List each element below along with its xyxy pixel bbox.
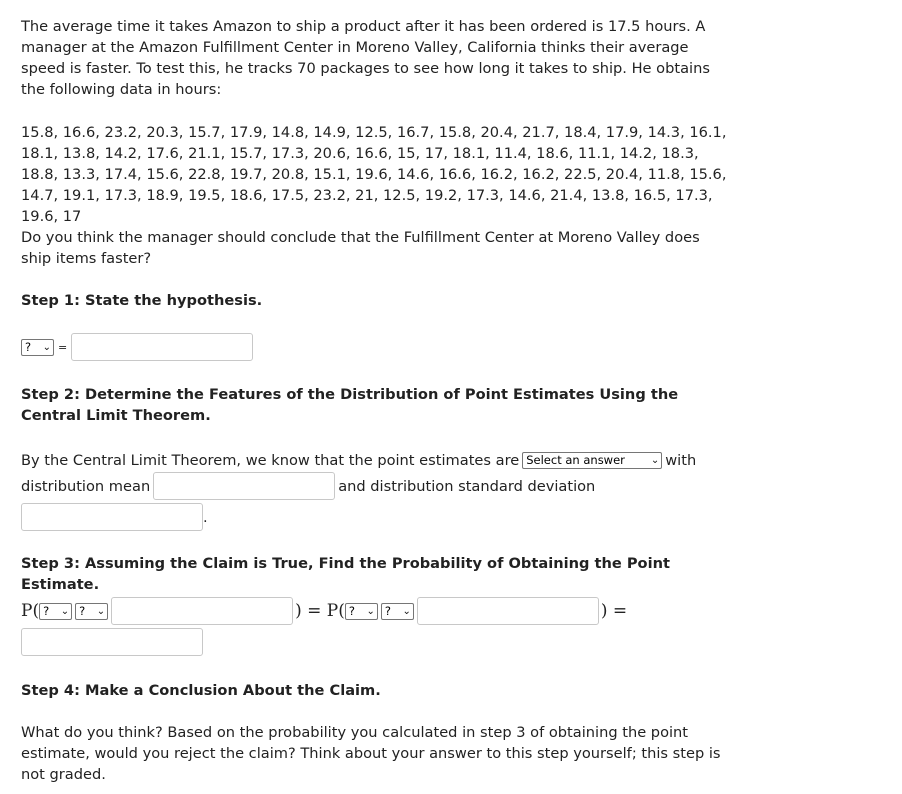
chevron-down-icon: ⌄ xyxy=(366,605,375,617)
with-text: with xyxy=(665,451,697,469)
chevron-down-icon: ⌄ xyxy=(402,605,411,617)
probability-p-open: P( xyxy=(21,600,40,621)
probability-row xyxy=(21,596,627,626)
step4-heading: Step 4: Make a Conclusion About the Claim. xyxy=(21,682,381,699)
step3-heading: Step 3: Assuming the Claim is True, Find the Probability of Obtaining the Point Estimate. xyxy=(21,555,670,593)
chevron-down-icon: ⌄ xyxy=(650,454,660,466)
probability-answer-wrap xyxy=(21,628,203,656)
chevron-down-icon: ⌄ xyxy=(42,341,51,353)
problem-question: Do you think the manager should conclude that the Fulfillment Center at Moreno Valley does ship items faster? xyxy=(21,229,700,267)
step1-heading: Step 1: State the hypothesis. xyxy=(21,292,263,309)
clt-text: By the Central Limit Theorem, we know that the point estimates are xyxy=(21,451,520,469)
hypothesis-value-input[interactable] xyxy=(71,333,253,361)
period-text: . xyxy=(203,508,208,526)
distribution-mean-label: distribution mean xyxy=(21,477,151,495)
probability-variable-select-1[interactable]: ? ⌄ xyxy=(39,603,72,620)
step2-body xyxy=(21,447,731,530)
probability-value-input-2[interactable] xyxy=(417,597,599,625)
equals-sign: = xyxy=(58,340,68,354)
hypothesis-parameter-select[interactable]: ? ⌄ xyxy=(21,339,54,356)
probability-inequality-select-2[interactable]: ? ⌄ xyxy=(381,603,414,620)
step2-heading: Step 2: Determine the Features of the Distribution of Point Estimates Using the Central Limit Theorem. xyxy=(21,386,679,424)
probability-variable-select-2[interactable]: ? ⌄ xyxy=(345,603,378,620)
step1-hypothesis-row xyxy=(21,332,253,362)
data-list: 15.8, 16.6, 23.2, 20.3, 15.7, 17.9, 14.8, 14.9, 12.5, 16.7, 15.8, 20.4, 21.7, 18.4, 17.9, 14.3, 16.1, 18.1, 13.8, 14.2, 17.6, 21.1, 15.7, 17.3, 20.6, 16.6, 15, 17, 18.1, 11.4, 18.6, 11.1, 14.2, 18.3, 18.8, 13.3, 17.4, 15.6, 22.8, 19.7, 20.8, 15.1, 19.6, 14.6, 16.6, 16.2, 16.2, 22.5, 20.4, 11.8, 15.6, 14.7, 19.1, 17.3, 18.9, 19.5, 18.6, 17.5, 23.2, 21, 12.5, 19.2, 17.3, 14.6, 21.4, 13.8, 16.5, 17.3, 19.6, 17 xyxy=(21,124,727,225)
chevron-down-icon: ⌄ xyxy=(60,605,70,617)
chevron-down-icon: ⌄ xyxy=(96,605,106,617)
distribution-shape-select[interactable]: Select an answer ⌄ xyxy=(522,452,662,469)
probability-equals-p: ) = P( xyxy=(295,600,345,621)
probability-value-input-1[interactable] xyxy=(111,597,293,625)
probability-close-equals: ) = xyxy=(600,600,628,621)
distribution-sd-input[interactable] xyxy=(21,503,203,531)
distribution-sd-label: and distribution standard deviation xyxy=(338,477,596,495)
problem-text xyxy=(21,16,731,311)
problem-intro: The average time it takes Amazon to ship a product after it has been ordered is 17.5 hours. A manager at the Amazon Fulfillment Center in Moreno Valley, California thinks their average speed is faster. To test this, he tracks 70 packages to see how long it takes to ship. He obtains the following data in hours: xyxy=(21,18,710,98)
step4-text: What do you think? Based on the probability you calculated in step 3 of obtaining the point estimate, would you reject the claim? Think about your answer to this step yourself; this step is not graded. xyxy=(21,724,721,783)
probability-inequality-select-1[interactable]: ? ⌄ xyxy=(75,603,108,620)
distribution-mean-input[interactable] xyxy=(153,472,335,500)
probability-answer-input[interactable] xyxy=(21,628,203,656)
